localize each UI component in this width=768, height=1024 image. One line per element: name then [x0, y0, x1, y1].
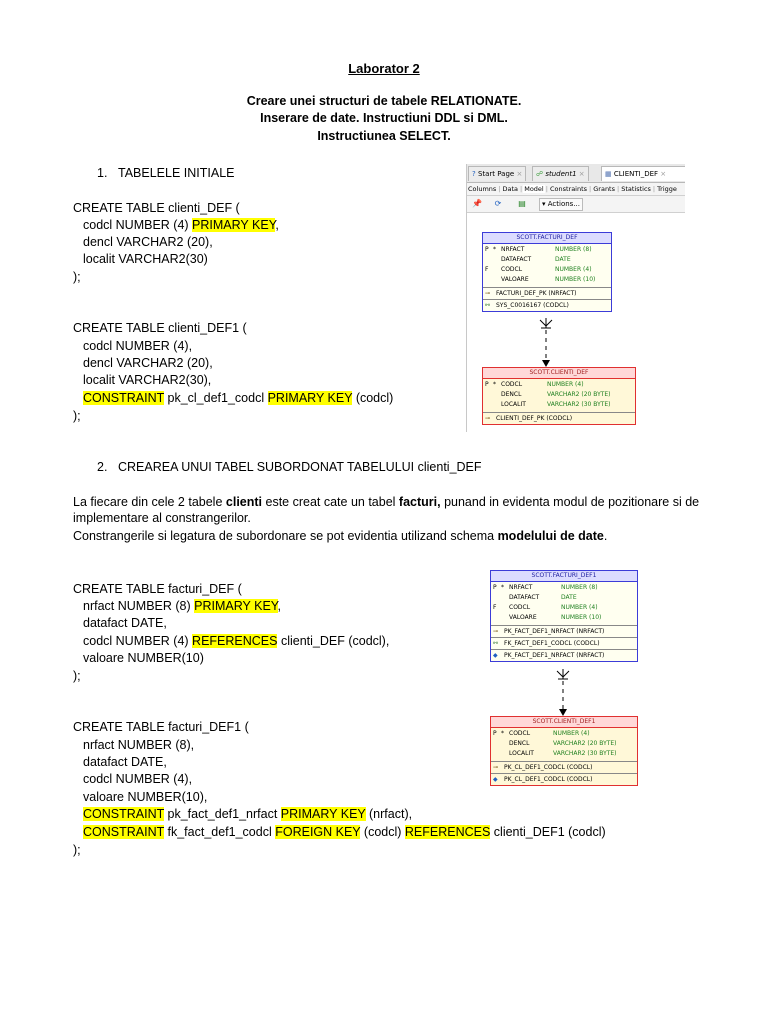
subtab-statistics[interactable]: Statistics	[621, 185, 651, 193]
constraint-row: ⊸ PK_CL_DEF1_CODCL (CODCL)	[491, 762, 637, 774]
code3-line: valoare NUMBER(10)	[83, 651, 204, 665]
code3-line: nrfact NUMBER (8) PRIMARY KEY,	[83, 599, 281, 613]
section2-heading: CREAREA UNUI TABEL SUBORDONAT TABELULUI clienti_DEF	[118, 460, 482, 474]
column-row: VALOARE NUMBER (10)	[501, 276, 596, 283]
pin-icon[interactable]: 📌	[472, 199, 482, 208]
subtab-columns[interactable]: Columns	[468, 185, 497, 193]
section2-number: 2.	[97, 460, 108, 474]
code2-line: CONSTRAINT pk_cl_def1_codcl PRIMARY KEY (codcl)	[83, 391, 394, 405]
column-row: DENCL VARCHAR2 (20 BYTE)	[509, 740, 617, 747]
table-icon: ▦	[605, 170, 612, 178]
subtab-data[interactable]: Data	[502, 185, 519, 193]
constraint-row: ◆ PK_CL_DEF1_CODCL (CODCL)	[493, 776, 593, 783]
facturi-def1-table	[490, 570, 638, 662]
code1-line: );	[73, 270, 81, 284]
constraint-row: ⚯ SYS_C0016167 (CODCL)	[485, 302, 569, 309]
subtitle-line-3: Instructiunea SELECT.	[317, 129, 451, 143]
code4-line: codcl NUMBER (4),	[83, 772, 193, 786]
column-row: DATAFACT DATE	[501, 256, 571, 263]
column-row: P * CODCL NUMBER (4)	[493, 730, 590, 737]
column-row: P * NRFACT NUMBER (8)	[485, 246, 592, 253]
facturi-def-table	[482, 232, 612, 312]
code4-line: nrfact NUMBER (8),	[83, 738, 195, 752]
refresh-icon[interactable]: ⟳	[494, 199, 502, 208]
column-row: LOCALIT VARCHAR2 (30 BYTE)	[509, 750, 617, 757]
table-header: SCOTT.FACTURI_DEF	[483, 233, 611, 244]
code4-line: CREATE TABLE facturi_DEF1 (	[73, 720, 249, 734]
index-icon: ◆	[493, 652, 498, 659]
code4-line: CONSTRAINT fk_fact_def1_codcl FOREIGN KEY (codcl) REFERENCES clienti_DEF1 (codcl)	[83, 825, 606, 839]
code1-line: dencl VARCHAR2 (20),	[83, 235, 213, 249]
clienti-def1-table	[490, 716, 638, 786]
table-header: SCOTT.FACTURI_DEF1	[491, 571, 637, 582]
code2-line: codcl NUMBER (4),	[83, 339, 193, 353]
code3-line: );	[73, 669, 81, 683]
code2-line: dencl VARCHAR2 (20),	[83, 356, 213, 370]
table-header: SCOTT.CLIENTI_DEF1	[491, 717, 637, 728]
help-icon: ?	[472, 170, 476, 178]
code4-line: );	[73, 843, 81, 857]
code4-line: valoare NUMBER(10),	[83, 790, 208, 804]
column-row: DENCL VARCHAR2 (20 BYTE)	[501, 391, 611, 398]
code4-line: CONSTRAINT pk_fact_def1_nrfact PRIMARY KEY (nrfact),	[83, 807, 413, 821]
code1-line: CREATE TABLE clienti_DEF (	[73, 201, 240, 215]
chevron-down-icon: ▾	[542, 200, 546, 208]
subtitle-line-1: Creare unei structuri de tabele RELATIONATE.	[246, 94, 522, 108]
column-row: LOCALIT VARCHAR2 (30 BYTE)	[501, 401, 611, 408]
subtitle-line-2: Inserare de date. Instructiuni DDL si DML.	[260, 111, 508, 125]
key-icon: ⊸	[493, 628, 499, 635]
constraint-row: ⊸ PK_FACT_DEF1_NRFACT (NRFACT)	[491, 626, 637, 638]
code3-line: datafact DATE,	[83, 616, 167, 630]
constraint-row: ⊸ FACTURI_DEF_PK (NRFACT)	[483, 288, 611, 300]
code1-line: codcl NUMBER (4) PRIMARY KEY,	[83, 218, 279, 232]
connection-icon: ☍	[536, 170, 544, 178]
paragraph-2: Constrangerile si legatura de subordonare se pot evidentia utilizand schema modelului de date.	[73, 529, 608, 543]
constraint-row: ◆ PK_FACT_DEF1_NRFACT (NRFACT)	[493, 652, 605, 659]
paragraph-1: La fiecare din cele 2 tabele clienti este creat cate un tabel facturi, punand in evidenta modul de pozitionare si de implementare al constrangerilor.	[73, 495, 700, 525]
column-row: P * CODCL NUMBER (4)	[485, 381, 584, 388]
column-row: F CODCL NUMBER (4)	[485, 266, 592, 273]
relation-connector	[535, 318, 559, 368]
code2-line: );	[73, 409, 81, 423]
subtab-grants[interactable]: Grants	[593, 185, 615, 193]
sql-icon[interactable]: ▤	[518, 199, 526, 208]
key-icon: ⊸	[485, 415, 491, 422]
subtab-model[interactable]: Model	[524, 185, 544, 193]
fk-icon: ⚯	[493, 640, 499, 647]
column-row: P * NRFACT NUMBER (8)	[493, 584, 598, 591]
code1-line: localit VARCHAR2(30)	[83, 252, 208, 266]
table-header: SCOTT.CLIENTI_DEF	[483, 368, 635, 379]
index-icon: ◆	[493, 776, 498, 783]
subtab-triggers[interactable]: Trigge	[657, 185, 677, 193]
constraint-row: ⊸ CLIENTI_DEF_PK (CODCL)	[485, 415, 573, 422]
code2-line: localit VARCHAR2(30),	[83, 373, 212, 387]
editor-tabs	[467, 164, 685, 183]
clienti-def-table	[482, 367, 636, 425]
tab-clienti-def[interactable]: ▦ CLIENTI_DEF ×	[601, 166, 685, 181]
key-icon: ⊸	[493, 764, 499, 771]
section1-heading: TABELELE INITIALE	[118, 166, 235, 180]
column-row: DATAFACT DATE	[509, 594, 577, 601]
column-row: F CODCL NUMBER (4)	[493, 604, 598, 611]
tab-student1[interactable]: ☍ student1 ×	[532, 166, 589, 181]
constraint-row: ⚯ FK_FACT_DEF1_CODCL (CODCL)	[491, 638, 637, 650]
key-icon: ⊸	[485, 290, 491, 297]
section1-number: 1.	[97, 166, 108, 180]
column-row: VALOARE NUMBER (10)	[509, 614, 602, 621]
tab-start-page[interactable]: ? Start Page ×	[468, 166, 526, 181]
subtab-constraints[interactable]: Constraints	[549, 185, 588, 193]
code3-line: CREATE TABLE facturi_DEF (	[73, 582, 242, 596]
actions-menu-button[interactable]: ▾ Actions...	[539, 198, 583, 211]
code3-line: codcl NUMBER (4) REFERENCES clienti_DEF (codcl),	[83, 634, 390, 648]
panel-toolbar	[467, 196, 685, 213]
page-title: Laborator 2	[348, 61, 420, 76]
object-subtabs: Columns | Data | Model | Constraints | Grants | Statistics | Trigge	[467, 183, 685, 196]
relation-connector	[552, 669, 576, 717]
code2-line: CREATE TABLE clienti_DEF1 (	[73, 321, 247, 335]
fk-icon: ⚯	[485, 302, 491, 309]
code4-line: datafact DATE,	[83, 755, 167, 769]
